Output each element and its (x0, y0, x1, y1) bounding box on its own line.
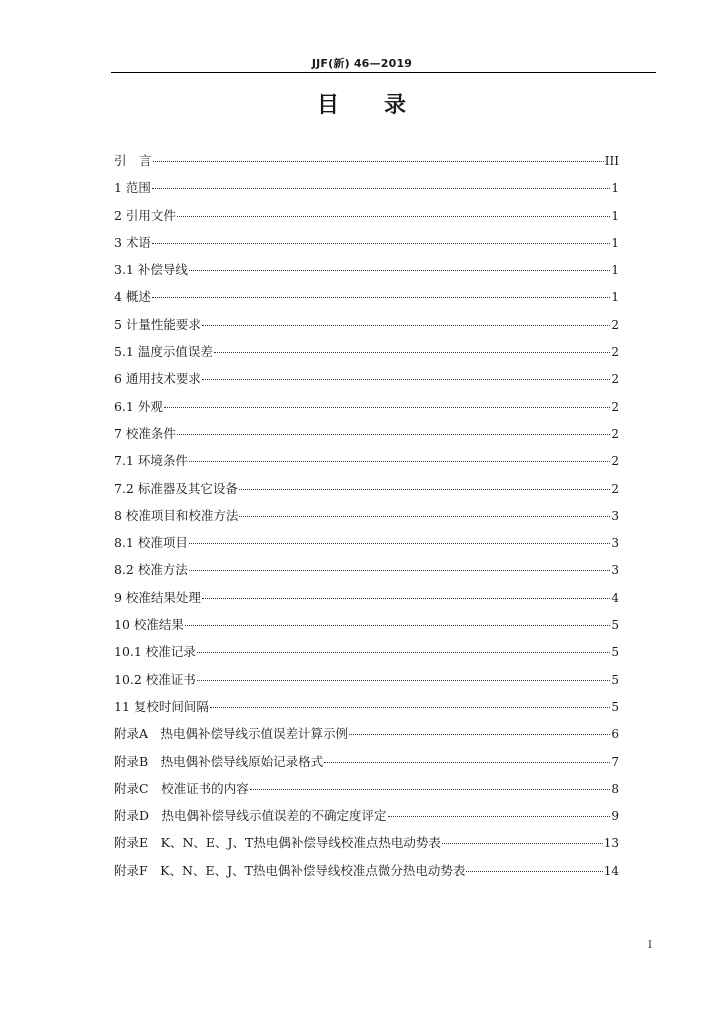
toc-entry[interactable] (114, 451, 619, 478)
toc-leader-dots (177, 434, 610, 435)
toc-entry[interactable] (114, 397, 619, 424)
toc-title-char-2: 录 (384, 93, 408, 118)
toc-entry-page: III (604, 154, 619, 168)
toc-leader-dots (189, 543, 611, 544)
toc-entry[interactable] (114, 369, 619, 396)
toc-leader-dots (164, 407, 611, 408)
toc-entry-page: 9 (611, 809, 619, 824)
toc-entry-page: 2 (611, 454, 619, 469)
toc-entry[interactable] (114, 697, 619, 724)
toc-entry-label: 8.2 校准方法 (114, 562, 188, 578)
toc-entry-label: 6.1 外观 (114, 398, 163, 414)
toc-entry[interactable] (114, 206, 619, 233)
toc-leader-dots (250, 789, 611, 790)
toc-entry-label: 5 计量性能要求 (114, 316, 201, 332)
toc-entry[interactable] (114, 233, 619, 260)
toc-entry-page: 2 (611, 426, 619, 441)
toc-leader-dots (239, 489, 611, 490)
toc-leader-dots (202, 598, 610, 599)
toc-leader-dots (239, 516, 610, 517)
toc-entry-page: 2 (611, 481, 619, 496)
toc-entry-label: 3 术语 (114, 234, 151, 250)
toc-entry-page: 2 (611, 345, 619, 360)
toc-entry[interactable] (114, 424, 619, 451)
toc-entry-page: 5 (611, 618, 619, 633)
toc-entry-page: 7 (611, 754, 619, 769)
toc-leader-dots (189, 270, 611, 271)
toc-leader-dots (388, 816, 611, 817)
toc-leader-dots (349, 734, 610, 735)
toc-leader-dots (197, 680, 611, 681)
toc-entry-label: 引 言 (114, 153, 152, 168)
toc-entry-label: 5.1 温度示值误差 (114, 344, 213, 360)
toc-entry-label: 3.1 补偿导线 (114, 262, 188, 278)
toc-entry[interactable] (114, 315, 619, 342)
toc-leader-dots (152, 188, 610, 189)
document-code: JJF(新) 46—2019 (311, 57, 413, 70)
toc-entry[interactable] (114, 806, 619, 833)
toc-entry[interactable] (114, 178, 619, 205)
toc-entry[interactable] (114, 479, 619, 506)
toc-entry[interactable] (114, 670, 619, 697)
toc-entry[interactable] (114, 151, 619, 178)
toc-leader-dots (202, 325, 610, 326)
toc-entry-page: 2 (611, 317, 619, 332)
toc-leader-dots (324, 762, 610, 763)
toc-entry[interactable] (114, 342, 619, 369)
toc-entry[interactable] (114, 588, 619, 615)
toc-entry-page: 14 (603, 863, 619, 878)
toc-leader-dots (153, 161, 604, 162)
toc-entry-page: 1 (611, 263, 619, 278)
toc-entry-label: 7.1 环境条件 (114, 453, 188, 469)
toc-entry-label: 1 范围 (114, 180, 151, 196)
toc-entry-page: 5 (611, 672, 619, 687)
toc-leader-dots (214, 352, 611, 353)
toc-entry[interactable] (114, 260, 619, 287)
toc-entry-label: 2 引用文件 (114, 207, 176, 223)
toc-entry[interactable] (114, 833, 619, 860)
toc-title (0, 88, 724, 119)
toc-leader-dots (442, 843, 603, 844)
toc-entry[interactable] (114, 560, 619, 587)
toc-entry-label: 11 复校时间间隔 (114, 698, 209, 714)
toc-entry-page: 8 (611, 781, 619, 796)
toc-leader-dots (197, 652, 611, 653)
header-divider (111, 72, 656, 73)
toc-leader-dots (189, 461, 611, 462)
toc-entry-label: 附录A 热电偶补偿导线示值误差计算示例 (114, 726, 349, 742)
toc-entry[interactable] (114, 779, 619, 806)
toc-leader-dots (177, 216, 610, 217)
toc-entry[interactable] (114, 533, 619, 560)
toc-entry[interactable] (114, 861, 619, 888)
toc-entry-label: 6 通用技术要求 (114, 371, 201, 387)
toc-entry-page: 1 (611, 235, 619, 250)
toc-entry-label: 附录B 热电偶补偿导线原始记录格式 (114, 753, 324, 769)
toc-entry-label: 9 校准结果处理 (114, 589, 201, 605)
toc-entry-label: 7.2 标准器及其它设备 (114, 480, 238, 496)
toc-leader-dots (466, 871, 602, 872)
toc-entry[interactable] (114, 287, 619, 314)
toc-leader-dots (152, 297, 610, 298)
toc-leader-dots (189, 570, 611, 571)
toc-entry-page: 3 (611, 536, 619, 551)
toc-entry-label: 10.2 校准证书 (114, 671, 196, 687)
toc-entry-page: 5 (611, 699, 619, 714)
toc-entry-label: 8.1 校准项目 (114, 535, 188, 551)
toc-entry-page: 2 (611, 399, 619, 414)
toc-entry-page: 4 (611, 590, 619, 605)
toc-entry-page: 1 (611, 208, 619, 223)
toc-entry-label: 附录E K、N、E、J、T热电偶补偿导线校准点热电动势表 (114, 835, 441, 851)
toc-entry-page: 1 (611, 290, 619, 305)
toc-entry-page: 3 (611, 563, 619, 578)
toc-leader-dots (210, 707, 610, 708)
toc-entry-page: 13 (603, 836, 619, 851)
toc-title-char-1: 目 (316, 93, 340, 118)
toc-entry-label: 10.1 校准记录 (114, 644, 196, 660)
toc-entry-label: 7 校准条件 (114, 425, 176, 441)
toc-entry-label: 10 校准结果 (114, 617, 184, 633)
toc-list (114, 151, 619, 888)
toc-entry[interactable] (114, 752, 619, 779)
toc-entry-label: 附录F K、N、E、J、T热电偶补偿导线校准点微分热电动势表 (114, 862, 466, 878)
toc-entry-label: 附录D 热电偶补偿导线示值误差的不确定度评定 (114, 808, 387, 824)
toc-entry[interactable] (114, 724, 619, 751)
toc-leader-dots (202, 379, 610, 380)
toc-leader-dots (152, 243, 610, 244)
toc-leader-dots (185, 625, 610, 626)
page-number: I (648, 940, 652, 951)
toc-entry[interactable] (114, 642, 619, 669)
toc-entry-label: 附录C 校准证书的内容 (114, 780, 249, 796)
toc-entry-label: 4 概述 (114, 289, 151, 305)
toc-entry-page: 2 (611, 372, 619, 387)
toc-entry-label: 8 校准项目和校准方法 (114, 507, 239, 523)
toc-entry-page: 3 (611, 508, 619, 523)
toc-entry[interactable] (114, 615, 619, 642)
toc-entry-page: 6 (611, 727, 619, 742)
toc-entry-page: 5 (611, 645, 619, 660)
toc-entry[interactable] (114, 506, 619, 533)
toc-entry-page: 1 (611, 181, 619, 196)
